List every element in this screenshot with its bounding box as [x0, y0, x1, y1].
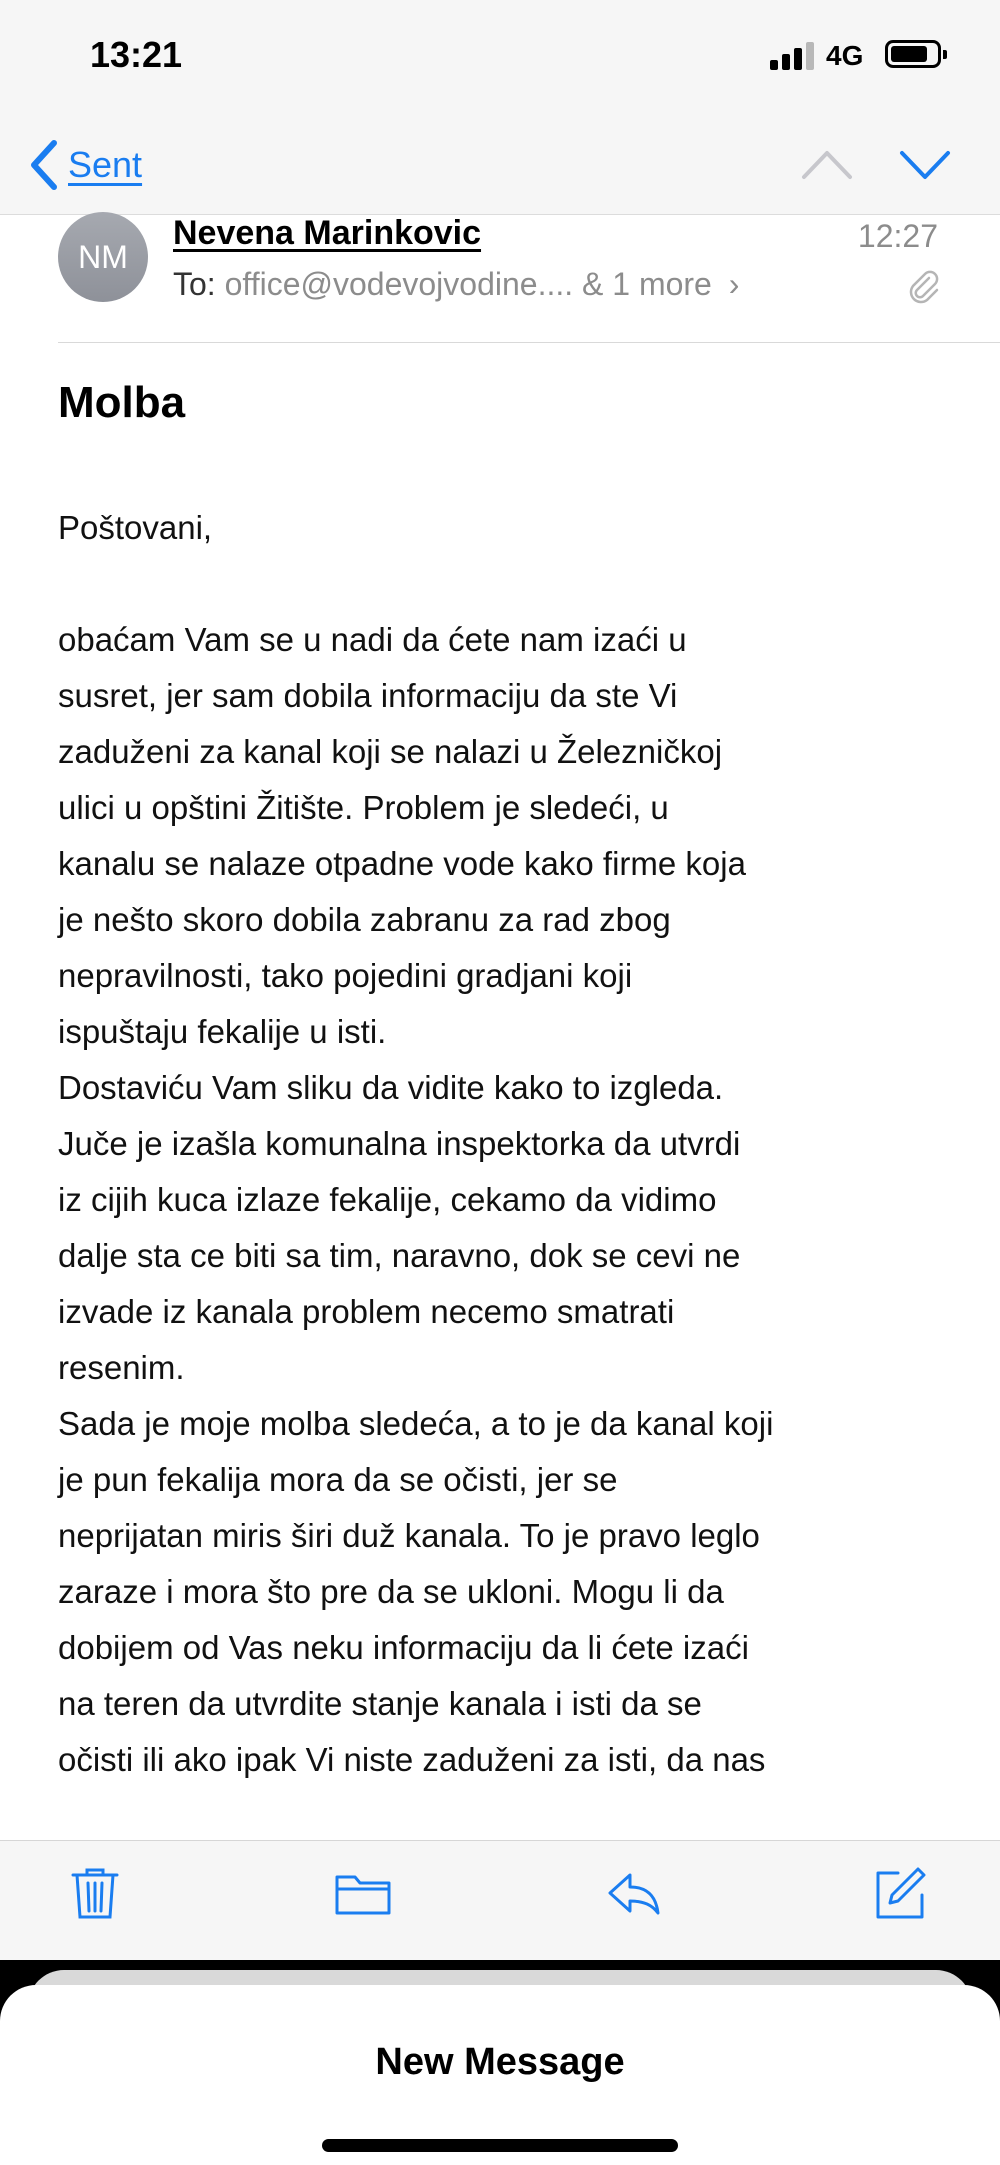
avatar: NM: [58, 212, 148, 302]
message-body: [58, 500, 958, 1788]
back-button[interactable]: [28, 135, 142, 195]
body-line: dalje sta ce biti sa tim, naravno, dok se cevi ne: [58, 1237, 741, 1274]
body-line: resenim.: [58, 1349, 185, 1386]
back-chevron-icon: [28, 139, 60, 191]
chevron-down-icon[interactable]: [898, 145, 952, 185]
body-line: je nešto skoro dobila zabranu za rad zbog: [58, 901, 671, 938]
greeting: Poštovani,: [58, 509, 213, 546]
body-line: iz cijih kuca izlaze fekalije, cekamo da vidimo: [58, 1181, 717, 1218]
chevron-right-icon: ›: [728, 266, 740, 302]
body-line: Dostaviću Vam sliku da vidite kako to izgleda.: [58, 1069, 724, 1106]
reply-icon[interactable]: [604, 1863, 664, 1923]
body-line: obaćam Vam se u nadi da ćete nam izaći u: [58, 621, 687, 658]
status-time: 13:21: [90, 34, 183, 75]
status-bar: [0, 0, 1000, 115]
paperclip-icon: [905, 268, 941, 304]
body-line: očisti ili ako ipak Vi niste zaduženi za isti, da nas: [58, 1741, 766, 1778]
body-line: ulici u opštini Žitište. Problem je sledeći, u: [58, 789, 669, 826]
body-line: dobijem od Vas neku informaciju da li ćete izaći: [58, 1629, 749, 1666]
body-text: [58, 612, 958, 1788]
message-subject: Molba: [58, 378, 186, 427]
body-line: zaduženi za kanal koji se nalazi u Železničkoj: [58, 733, 723, 770]
body-line: je pun fekalija mora da se očisti, jer se: [58, 1461, 618, 1498]
new-message-title[interactable]: New Message: [375, 2041, 625, 2083]
body-line: izvade iz kanala problem necemo smatrati: [58, 1293, 675, 1330]
recipients-value: office@vodevojvodine.... & 1 more: [224, 266, 712, 302]
body-line: na teren da utvrdite stanje kanala i isti da se: [58, 1685, 702, 1722]
body-line: kanalu se nalaze otpadne vode kako firme koja: [58, 845, 746, 882]
body-line: Juče je izašla komunalna inspektorka da utvrdi: [58, 1125, 741, 1162]
navigation-bar: [0, 115, 1000, 215]
body-line: Sada je moje molba sledeća, a to je da kanal koji: [58, 1405, 774, 1442]
battery-icon: [885, 40, 941, 68]
folder-icon[interactable]: [333, 1863, 393, 1923]
signal-strength-icon: [770, 40, 816, 70]
back-button-label: Sent: [68, 144, 143, 185]
body-line: susret, jer sam dobila informaciju da ste Vi: [58, 677, 678, 714]
chevron-up-icon[interactable]: [800, 145, 854, 185]
home-indicator[interactable]: [322, 2139, 678, 2152]
sender-name[interactable]: Nevena Marinkovic: [173, 214, 482, 252]
body-line: neprijatan miris širi duž kanala. To je pravo leglo: [58, 1517, 760, 1554]
bottom-toolbar: [0, 1840, 1000, 1960]
trash-icon[interactable]: [65, 1863, 125, 1923]
compose-icon[interactable]: [870, 1863, 930, 1923]
message-time: 12:27: [857, 218, 938, 254]
recipients-line[interactable]: [173, 266, 739, 303]
network-type: 4G: [826, 40, 864, 71]
to-label: To:: [173, 266, 216, 302]
body-line: ispuštaju fekalije u isti.: [58, 1013, 387, 1050]
body-line: zaraze i mora što pre da se ukloni. Mogu li da: [58, 1573, 724, 1610]
new-message-sheet[interactable]: [0, 1985, 1000, 2165]
header-divider: [58, 342, 1000, 343]
body-line: nepravilnosti, tako pojedini gradjani koji: [58, 957, 633, 994]
